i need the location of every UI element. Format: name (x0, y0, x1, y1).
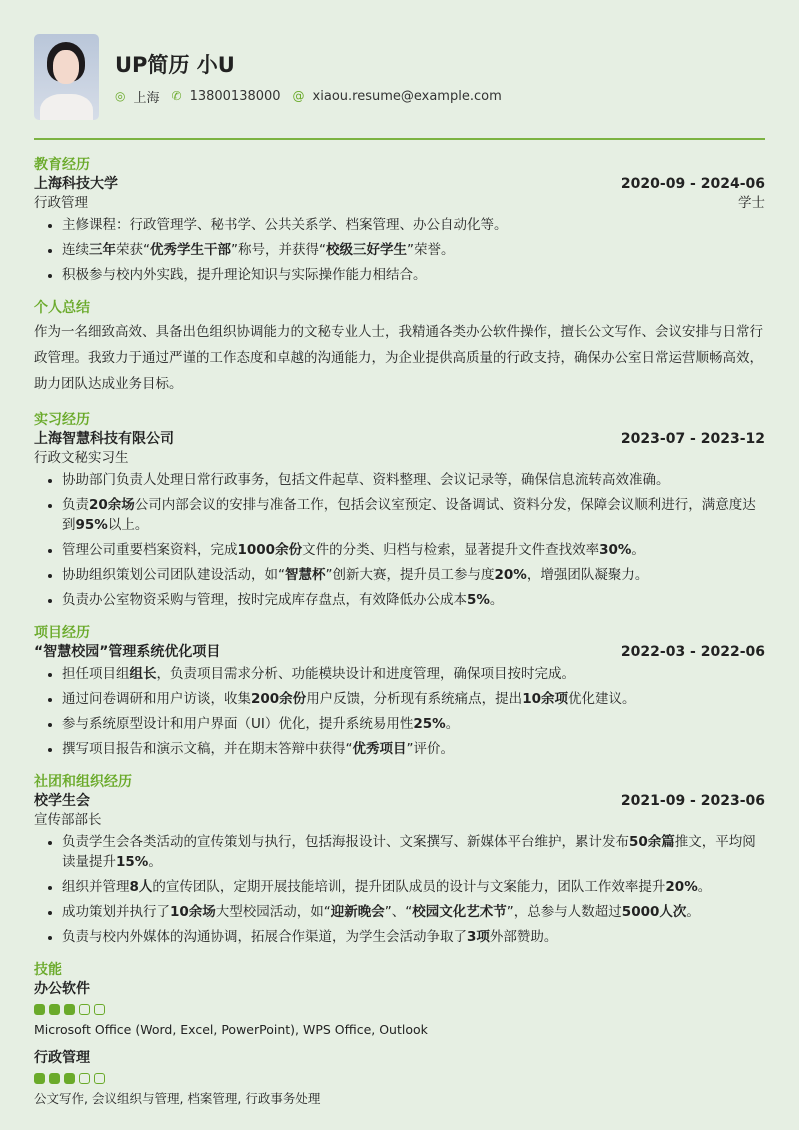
bullet-item (62, 590, 765, 610)
text: 外部赞助。 (489, 928, 558, 945)
bullet-item (62, 495, 765, 535)
text: 组织并管理 (62, 878, 130, 895)
text: 负责 (62, 496, 89, 513)
bullet-item (62, 215, 765, 235)
text: ”，总参与人数超过 (506, 903, 622, 920)
text: 连续 (62, 241, 89, 258)
bold-text: 1000余份 (237, 541, 303, 558)
text: 文件的分类、归档与检索，显著提升文件查找效率 (302, 541, 600, 558)
text: 。 (148, 853, 162, 870)
skill-name: 行政管理 (34, 1049, 90, 1066)
bold-text: 3项 (467, 928, 490, 945)
skill-name: 办公软件 (34, 980, 90, 997)
bold-text: 迎新晚会 (330, 903, 385, 920)
text: 协助部门负责人处理日常行政事务，包括文件起草、资料整理、会议记录等，确保信息流转高效准确。 (62, 471, 670, 488)
text: 负责与校内外媒体的沟通协调，拓展合作渠道，为学生会活动争取了 (62, 928, 467, 945)
bold-text: 5000人次 (621, 903, 687, 920)
text: 主修课程：行政管理学、秘书学、公共关系学、档案管理、办公自动化等。 (62, 216, 508, 233)
text: 荣获“ (116, 241, 150, 258)
bullet-item (62, 927, 765, 947)
date-range: 2022-03 - 2022-06 (620, 643, 765, 660)
bold-text: 50余篇 (629, 833, 675, 850)
text: 负责学生会各类活动的宣传策划与执行，包括海报设计、文案撰写、新媒体平台维护，累计发布 (62, 833, 629, 850)
bold-text: 200余份 (251, 690, 307, 707)
section-title: 项目经历 (34, 624, 90, 641)
bold-text: 优秀学生干部 (150, 241, 231, 258)
bullet-item (62, 832, 765, 872)
project-name: “智慧校园”管理系统优化项目 (34, 643, 221, 660)
text: 推文，平均阅读量提升 (62, 833, 756, 870)
text: 管理公司重要档案资料，完成 (62, 541, 238, 558)
text: ”称号，并获得“ (231, 241, 326, 258)
text: ”创新大赛，提升员工参与度 (325, 566, 495, 583)
bold-text: 校级三好学生 (326, 241, 407, 258)
rating-dot (94, 1004, 105, 1015)
skill-rating (34, 1004, 765, 1015)
bold-text: 校园文化艺术节 (412, 903, 507, 920)
rating-dot (49, 1004, 60, 1015)
text: 优化建议。 (567, 690, 636, 707)
skills-list (34, 980, 765, 1108)
phone: 13800138000 (189, 88, 281, 104)
date-range: 2023-07 - 2023-12 (620, 430, 765, 447)
bullet-list (34, 470, 765, 610)
summary-section (34, 299, 765, 397)
org-name: 校学生会 (34, 792, 90, 809)
text: 大型校园活动，如“ (215, 903, 331, 920)
bold-text: 10余场 (170, 903, 216, 920)
role: 行政文秘实习生 (34, 449, 129, 466)
text: 积极参与校内外实践，提升理论知识与实际操作能力相结合。 (62, 266, 427, 283)
text: 负责办公室物资采购与管理，按时完成库存盘点，有效降低办公成本 (62, 591, 467, 608)
skill-item (34, 980, 765, 1039)
rating-dot (34, 1073, 45, 1084)
date-range: 2020-09 - 2024-06 (620, 175, 765, 192)
text: 担任项目组 (62, 665, 130, 682)
text: 的宣传团队，定期开展技能培训，提升团队成员的设计与文案能力，团队工作效率提升 (152, 878, 666, 895)
text: 。 (631, 541, 645, 558)
date-range: 2021-09 - 2023-06 (620, 792, 765, 809)
skill-desc: Microsoft Office (Word, Excel, PowerPoint), WPS Office, Outlook (34, 1021, 428, 1037)
education-section (34, 156, 765, 285)
degree: 学士 (738, 194, 765, 211)
club-section (34, 773, 765, 947)
bold-text: 25% (413, 715, 446, 732)
section-title: 教育经历 (34, 156, 90, 173)
major: 行政管理 (34, 194, 88, 211)
text: 用户反馈，分析现有系统痛点，提出 (306, 690, 523, 707)
bold-text: 20余场 (89, 496, 135, 513)
rating-dot (34, 1004, 45, 1015)
text: ”荣誉。 (407, 241, 455, 258)
text: 参与系统原型设计和用户界面（UI）优化，提升系统易用性 (62, 715, 414, 732)
rating-dot (94, 1073, 105, 1084)
section-title: 实习经历 (34, 411, 90, 428)
phone-icon: ✆ (171, 89, 182, 103)
summary-text: 作为一名细致高效、具备出色组织协调能力的文秘专业人士，我精通各类办公软件操作，擅长公文写作、会议安排与日常行政管理。我致力于通过严谨的工作态度和卓越的沟通能力，为企业提供高质量的行政支持，确保办公室日常运营顺畅高效，助力团队达成业务目标。 (34, 323, 763, 392)
text: 。 (686, 903, 700, 920)
contact-info (115, 87, 508, 106)
bullet-list (34, 215, 765, 285)
bullet-item (62, 689, 765, 709)
email-icon: @ (292, 89, 305, 103)
bullet-item (62, 265, 765, 285)
text: ”评价。 (406, 740, 454, 757)
bold-text: 20% (494, 566, 527, 583)
bold-text: 15% (116, 853, 149, 870)
skill-item (34, 1049, 765, 1108)
bullet-item (62, 877, 765, 897)
bullet-item (62, 565, 765, 585)
rating-dot (49, 1073, 60, 1084)
role: 宣传部部长 (34, 811, 102, 828)
bullet-item (62, 540, 765, 560)
internship-section (34, 411, 765, 610)
bullet-item (62, 714, 765, 734)
bullet-item (62, 470, 765, 490)
text: 成功策划并执行了 (62, 903, 170, 920)
section-title: 社团和组织经历 (34, 773, 132, 790)
skill-rating (34, 1073, 765, 1084)
company-name: 上海智慧科技有限公司 (34, 430, 174, 447)
text: ，增强团队凝聚力。 (526, 566, 649, 583)
bold-text: 组长 (129, 665, 157, 682)
school-name: 上海科技大学 (34, 175, 118, 192)
text: 公司内部会议的安排与准备工作，包括会议室预定、设备调试、资料分发，保障会议顺利进行，满意度达到 (62, 496, 756, 533)
bullet-list (34, 664, 765, 759)
text: 。 (489, 591, 504, 608)
header-divider (34, 138, 765, 140)
bold-text: 三年 (89, 241, 116, 258)
rating-dot (64, 1004, 75, 1015)
text: ”、“ (384, 903, 413, 920)
text: 撰写项目报告和演示文稿，并在期末答辩中获得“ (62, 740, 353, 757)
rating-dot (64, 1073, 75, 1084)
bold-text: 8人 (129, 878, 153, 895)
bold-text: 5% (467, 591, 490, 608)
bold-text: 优秀项目 (352, 740, 407, 757)
profile-photo (34, 34, 99, 120)
location-icon: ◎ (115, 89, 126, 103)
text: 通过问卷调研和用户访谈，收集 (62, 690, 251, 707)
skills-section (34, 961, 765, 1108)
bullet-item (62, 664, 765, 684)
text: 以上。 (107, 516, 149, 533)
skill-desc: 公文写作, 会议组织与管理, 档案管理, 行政事务处理 (34, 1090, 321, 1106)
bullet-list (34, 832, 765, 947)
candidate-name: UP简历 小U (115, 52, 235, 77)
text: 。 (445, 715, 460, 732)
bold-text: 智慧杯 (285, 566, 326, 583)
location: 上海 (133, 90, 160, 106)
resume-header (34, 33, 765, 121)
bold-text: 30% (599, 541, 632, 558)
section-title: 技能 (34, 961, 62, 978)
rating-dot (79, 1004, 90, 1015)
email[interactable]: xiaou.resume@example.com (312, 88, 502, 104)
bold-text: 95% (75, 516, 108, 533)
text: 协助组织策划公司团队建设活动，如“ (62, 566, 285, 583)
bullet-item (62, 739, 765, 759)
section-title: 个人总结 (34, 299, 90, 316)
project-section (34, 624, 765, 759)
rating-dot (79, 1073, 90, 1084)
bullet-item (62, 902, 765, 922)
text: ，负责项目需求分析、功能模块设计和进度管理，确保项目按时完成。 (156, 665, 575, 682)
text: 。 (697, 878, 712, 895)
bold-text: 20% (665, 878, 698, 895)
bold-text: 10余项 (522, 690, 568, 707)
bullet-item (62, 240, 765, 260)
